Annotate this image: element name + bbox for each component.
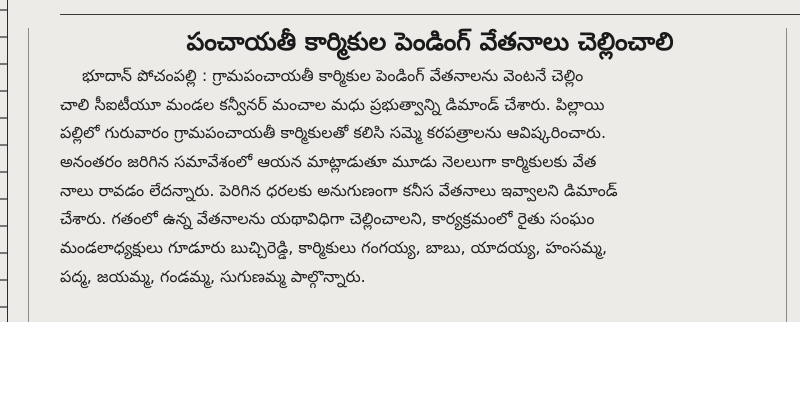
left-column-edge bbox=[0, 0, 8, 322]
article-line: పల్లిలో గురువారం గ్రామపంచాయతీ కార్మికులతో కలిసి సమ్మె కరపత్రాలను ఆవిష్కరించారు. bbox=[60, 123, 607, 143]
article-body bbox=[60, 62, 778, 292]
article-line: మండలాధ్యక్షులు గూడూరు బుచ్చిరెడ్డి, కార్మికులు గంగయ్య, బాబు, యాదయ్య, హంసమ్మ, bbox=[60, 238, 608, 258]
top-divider bbox=[60, 14, 800, 15]
headline: పంచాయతీ కార్మికుల పెండింగ్ వేతనాలు చెల్లించాలి bbox=[186, 27, 674, 56]
article-line: నాలు రావడం లేదన్నారు. పెరిగిన ధరలకు అనుగుణంగా కనీస వేతనాలు ఇవ్వాలని డిమాండ్ bbox=[60, 180, 618, 200]
article-line: భూదాన్ పోచంపల్లి : గ్రామపంచాయతీ కార్మికుల పెండింగ్ వేతనాలను వెంటనే చెల్లిం bbox=[82, 66, 584, 85]
article-line: చేశారు. గతంలో ఉన్న వేతనాలను యథావిధిగా చెల్లించాలని, కార్యక్రమంలో రైతు సంఘం bbox=[60, 209, 595, 229]
article-line: అనంతరం జరిగిన సమావేశంలో ఆయన మాట్లాడుతూ మూడు నెలలుగా కార్మికులకు వేత bbox=[60, 152, 597, 172]
article-line: పద్మ, జయమ్మ, గండమ్మ, సుగుణమ్మ పాల్గొన్నారు. bbox=[60, 266, 366, 286]
left-column-rule bbox=[28, 28, 29, 322]
article-line: చాలి సీఐటీయూ మండల కన్వీనర్ మంచాల మధు ప్రభుత్వాన్ని డిమాండ్ చేశారు. పిల్లాయి bbox=[60, 94, 605, 114]
right-column-rule bbox=[786, 28, 787, 322]
cropped-previous-article-strip bbox=[60, 0, 720, 10]
